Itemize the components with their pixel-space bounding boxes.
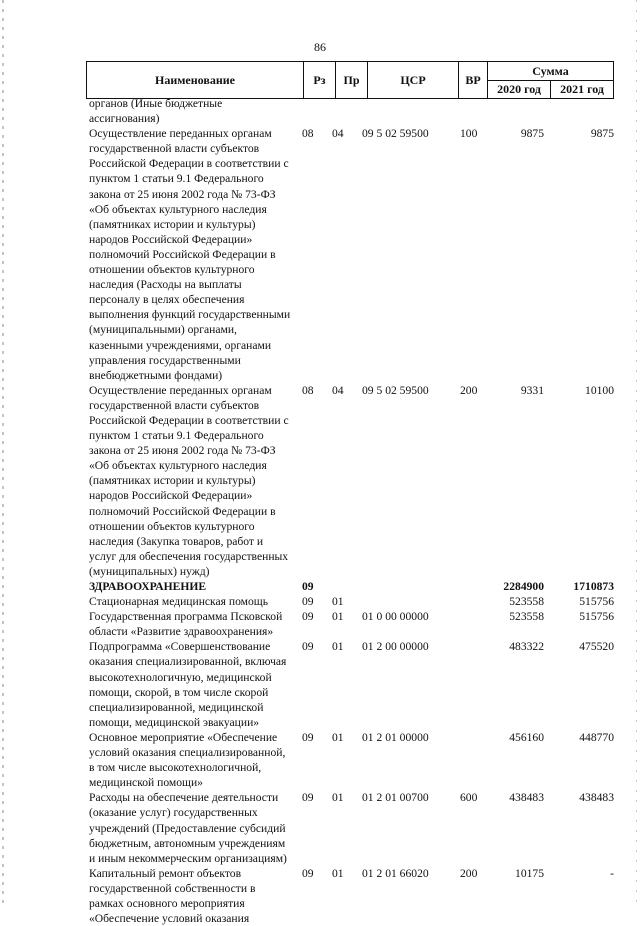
row-sum-2020: [484, 96, 544, 126]
row-csr: [362, 579, 460, 594]
table-row: [89, 609, 614, 639]
row-sum-2020: 456160: [509, 730, 544, 744]
header-sum: Сумма: [487, 61, 614, 81]
row-csr: 01 0 00 00000: [362, 610, 429, 624]
row-vr: [460, 594, 484, 609]
row-pr: 04: [332, 383, 344, 397]
page-number: 86: [314, 40, 326, 54]
row-name-line: оказания специализированной, включая: [89, 655, 287, 669]
row-name-line: области «Развитие здравоохранения»: [89, 625, 274, 639]
row-rz: 09: [302, 580, 314, 593]
row-sum-2021: 10100: [585, 383, 614, 397]
row-sum-2020: 9331: [520, 383, 544, 397]
row-csr: [362, 96, 460, 126]
row-sum-2021: 515756: [579, 610, 614, 624]
row-sum-2021: 448770: [579, 730, 614, 744]
row-name: [89, 790, 302, 865]
row-name-line: условий оказания специализированной,: [89, 746, 286, 760]
row-csr: 01 2 01 00000: [362, 730, 429, 744]
row-name: [89, 594, 302, 609]
table-row: [89, 594, 614, 609]
row-name-line: народов Российской Федерации»: [89, 489, 253, 503]
row-name-line: Основное мероприятие «Обеспечение: [89, 730, 278, 744]
row-name: [89, 383, 302, 579]
row-name: [89, 866, 302, 926]
row-name-line: пунктом 1 статьи 9.1 Федерального: [89, 172, 264, 186]
table-row: [89, 790, 614, 865]
row-name-line: учреждений (Предоставление субсидий: [89, 821, 286, 835]
row-sum-2021: 515756: [579, 595, 614, 609]
row-name-line: закона от 25 июня 2002 года № 73-ФЗ: [89, 187, 276, 201]
row-sum-2021: 438483: [579, 791, 614, 805]
row-vr: [460, 639, 484, 730]
row-name: [89, 126, 302, 383]
row-csr: 09 5 02 59500: [362, 383, 429, 397]
table-row: [89, 96, 614, 126]
row-sum-2021: [544, 96, 614, 126]
row-name-line: Российской Федерации в соответствии с: [89, 157, 289, 171]
row-name-line: закона от 25 июня 2002 года № 73-ФЗ: [89, 444, 276, 458]
scan-edge-right: [636, 0, 637, 905]
row-rz: [302, 96, 332, 126]
row-sum-2020: 10175: [515, 866, 544, 880]
row-pr: 04: [332, 127, 344, 141]
row-name-line: в том числе высокотехнологичной,: [89, 761, 262, 775]
header-vr: ВР: [458, 61, 488, 99]
table-row: [89, 383, 614, 579]
row-name-line: Стационарная медицинская помощь: [89, 595, 269, 609]
row-name-line: пунктом 1 статьи 9.1 Федерального: [89, 429, 264, 443]
row-vr: [460, 609, 484, 639]
table-header: [86, 61, 614, 99]
row-pr: 01: [332, 595, 344, 609]
row-name-line: выполнения функций государственными: [89, 308, 291, 322]
row-vr: [460, 730, 484, 790]
table-row: [89, 579, 614, 594]
row-sum-2021: 9875: [590, 127, 614, 141]
row-pr: 01: [332, 730, 344, 744]
row-name-line: Осуществление переданных органам: [89, 383, 272, 397]
row-pr: 01: [332, 866, 344, 880]
row-vr: 200: [460, 866, 478, 880]
row-sum-2020: 483322: [509, 640, 544, 654]
row-sum-2020: 523558: [509, 610, 544, 624]
row-name-line: Капитальный ремонт объектов: [89, 866, 242, 880]
row-vr: 600: [460, 791, 478, 805]
row-sum-2020: 438483: [509, 791, 544, 805]
row-name-line: (памятниках истории и культуры): [89, 474, 256, 488]
row-name-line: «Об объектах культурного наследия: [89, 202, 267, 216]
row-rz: 09: [302, 595, 314, 609]
row-name-line: услуг для обеспечения государственных: [89, 549, 289, 563]
row-name-line: народов Российской Федерации»: [89, 232, 253, 246]
row-sum-2020: 2284900: [503, 580, 544, 593]
row-rz: 09: [302, 640, 314, 654]
row-name-line: Расходы на обеспечение деятельности: [89, 791, 279, 805]
row-sum-2021: -: [610, 866, 614, 880]
row-name-line: государственной собственности в: [89, 881, 256, 895]
row-pr: 01: [332, 640, 344, 654]
row-name-line: высокотехнологичную, медицинской: [89, 670, 272, 684]
row-csr: 01 2 01 66020: [362, 866, 429, 880]
table-row: [89, 639, 614, 730]
header-year-2021: 2021 год: [550, 80, 614, 99]
row-name-line: (оказание услуг) государственных: [89, 806, 258, 820]
row-pr: [332, 96, 362, 126]
row-name-line: (муниципальных) нужд): [89, 564, 210, 578]
table-row: [89, 126, 614, 383]
row-name-line: отношении объектов культурного: [89, 263, 255, 277]
scan-edge-left: [2, 0, 4, 905]
row-name: [89, 579, 302, 594]
row-name-line: Осуществление переданных органам: [89, 127, 272, 141]
row-sum-2020: 523558: [509, 595, 544, 609]
row-vr: 100: [460, 127, 478, 141]
row-name-line: наследия (Закупка товаров, работ и: [89, 534, 264, 548]
row-name-line: полномочий Российской Федерации в: [89, 504, 276, 518]
row-name-line: управления государственными: [89, 353, 241, 367]
row-name-line: «Об объектах культурного наследия: [89, 459, 267, 473]
row-name-line: наследия (Расходы на выплаты: [89, 278, 242, 292]
row-csr: 01 2 01 00700: [362, 791, 429, 805]
row-name-line: специализированной, медицинской: [89, 700, 264, 714]
row-name-line: рамках основного мероприятия: [89, 896, 245, 910]
row-name-line: Российской Федерации в соответствии с: [89, 413, 289, 427]
table-row: [89, 866, 614, 926]
row-vr: [460, 579, 484, 594]
row-pr: 01: [332, 610, 344, 624]
row-name-line: полномочий Российской Федерации в: [89, 247, 276, 261]
row-csr: 09 5 02 59500: [362, 127, 429, 141]
row-rz: 08: [302, 383, 314, 397]
row-name-line: ассигнования): [89, 112, 160, 126]
row-sum-2020: 9875: [520, 127, 544, 141]
row-name-line: Государственная программа Псковской: [89, 610, 283, 624]
row-csr: 01 2 00 00000: [362, 640, 429, 654]
row-sum-2021: 1710873: [573, 580, 614, 593]
row-vr: 200: [460, 383, 478, 397]
row-name-line: (муниципальными) органами,: [89, 323, 237, 337]
row-rz: 09: [302, 791, 314, 805]
row-name-line: бюджетным, автономным учреждениям: [89, 836, 286, 850]
row-csr: [362, 594, 460, 609]
row-rz: 08: [302, 127, 314, 141]
row-name-line: казенными учреждениями, органами: [89, 338, 272, 352]
row-name-line: отношении объектов культурного: [89, 519, 255, 533]
row-vr: [460, 96, 484, 126]
row-name-line: медицинской помощи»: [89, 776, 203, 790]
row-name-line: ЗДРАВООХРАНЕНИЕ: [89, 580, 207, 593]
row-name-line: Подпрограмма «Совершенствование: [89, 640, 271, 654]
row-name-line: органов (Иные бюджетные: [89, 97, 223, 110]
row-name-line: внебюджетными фондами): [89, 368, 223, 382]
row-name-line: и иным некоммерческим организациям): [89, 851, 287, 865]
row-pr: 01: [332, 791, 344, 805]
table-row: [89, 730, 614, 790]
row-name-line: государственной власти субъектов: [89, 142, 260, 156]
row-rz: 09: [302, 730, 314, 744]
row-name-line: (памятниках истории и культуры): [89, 217, 256, 231]
row-name-line: помощи, скорой, в том числе скорой: [89, 685, 269, 699]
row-name-line: «Обеспечение условий оказания: [89, 912, 250, 926]
header-year-2020: 2020 год: [487, 80, 551, 99]
row-name-line: государственной власти субъектов: [89, 398, 260, 412]
row-pr: [332, 579, 362, 594]
row-name: [89, 730, 302, 790]
row-sum-2021: 475520: [579, 640, 614, 654]
row-name: [89, 609, 302, 639]
header-rz: Рз: [303, 61, 336, 99]
row-name-line: помощи, медицинской эвакуации»: [89, 715, 260, 729]
table-body: [89, 96, 614, 926]
header-pr: Пр: [335, 61, 368, 99]
row-name: [89, 639, 302, 730]
header-csr: ЦСР: [367, 61, 459, 99]
row-rz: 09: [302, 610, 314, 624]
header-name: Наименование: [86, 61, 304, 99]
row-rz: 09: [302, 866, 314, 880]
row-name-line: персоналу в целях обеспечения: [89, 293, 245, 307]
row-name: [89, 96, 302, 126]
